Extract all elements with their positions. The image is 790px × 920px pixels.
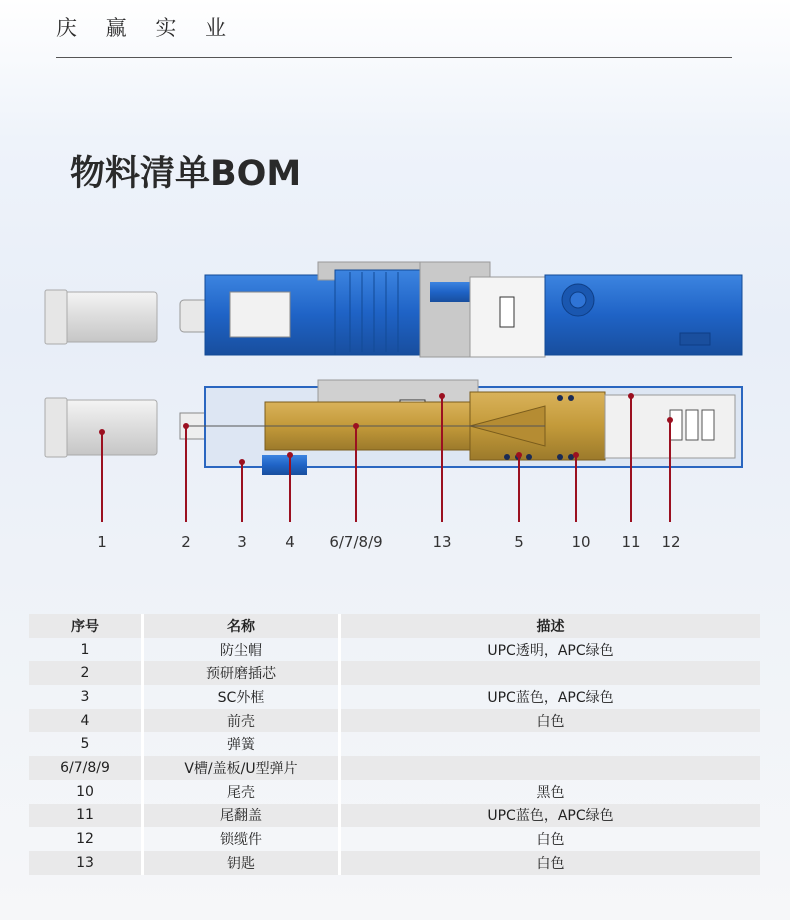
cell-name: 预研磨插芯 [141,661,338,685]
callout-12: 12 [661,533,681,551]
cell-desc: 白色 [338,709,760,733]
cell-desc [338,732,760,756]
table-row [29,638,760,662]
cell-no: 11 [29,804,141,828]
callout-2: 2 [181,533,191,551]
cell-no: 1 [80,641,90,658]
cell-name: 尾翻盖 [141,804,338,828]
section-view [45,380,742,475]
connector-diagram [0,250,790,570]
table-row [29,780,760,804]
cell-desc: UPC蓝色，APC绿色 [338,685,760,709]
cell-name: 钥匙 [141,851,338,875]
cell-desc: UPC透明，APC绿色 [338,638,760,662]
cell-desc [338,661,760,685]
cell-no: 6/7/8/9 [29,756,141,780]
callout-1: 1 [97,533,107,551]
table-header-row [29,614,760,638]
header-divider [56,57,732,58]
callout-13: 13 [432,533,452,551]
page-title: 物料清单BOM [70,154,302,194]
cell-no: 13 [29,851,141,875]
callout-6-9: 6/7/8/9 [329,533,383,551]
callout-11: 11 [621,533,641,551]
table-row [29,756,760,780]
cell-desc: 白色 [338,827,760,851]
cell-desc: 白色 [338,851,760,875]
exterior-view [45,262,742,357]
table-row [29,661,760,685]
header-desc: 描述 [338,614,760,638]
cell-name: 锁缆件 [141,827,338,851]
cell-name: V槽/盖板/U型弹片 [141,756,338,780]
callout-4: 4 [285,533,295,551]
cell-name: 前壳 [141,709,338,733]
callout-10: 10 [571,533,591,551]
cell-name: 弹簧 [141,732,338,756]
cell-desc: UPC蓝色，APC绿色 [338,804,760,828]
cell-desc: 黑色 [338,780,760,804]
table-row [29,732,760,756]
table-row [29,851,760,875]
cell-no: 12 [76,831,94,848]
cell-no: 3 [80,688,90,705]
header-name: 名称 [141,614,338,638]
callout-5: 5 [514,533,524,551]
callout-3: 3 [237,533,247,551]
table-row [29,804,760,828]
cell-name: 尾壳 [141,780,338,804]
bom-table [29,614,760,875]
brand-name: 庆 赢 实 业 [56,16,238,40]
cell-no: 2 [29,661,141,685]
cell-no: 5 [80,736,90,753]
cell-desc [338,756,760,780]
table-row [29,827,760,851]
table-row [29,685,760,709]
table-row [29,709,760,733]
cell-no: 4 [29,709,141,733]
header-no: 序号 [29,614,141,638]
cell-no: 10 [76,783,94,800]
cell-name: 防尘帽 [141,638,338,662]
cell-name: SC外框 [141,685,338,709]
